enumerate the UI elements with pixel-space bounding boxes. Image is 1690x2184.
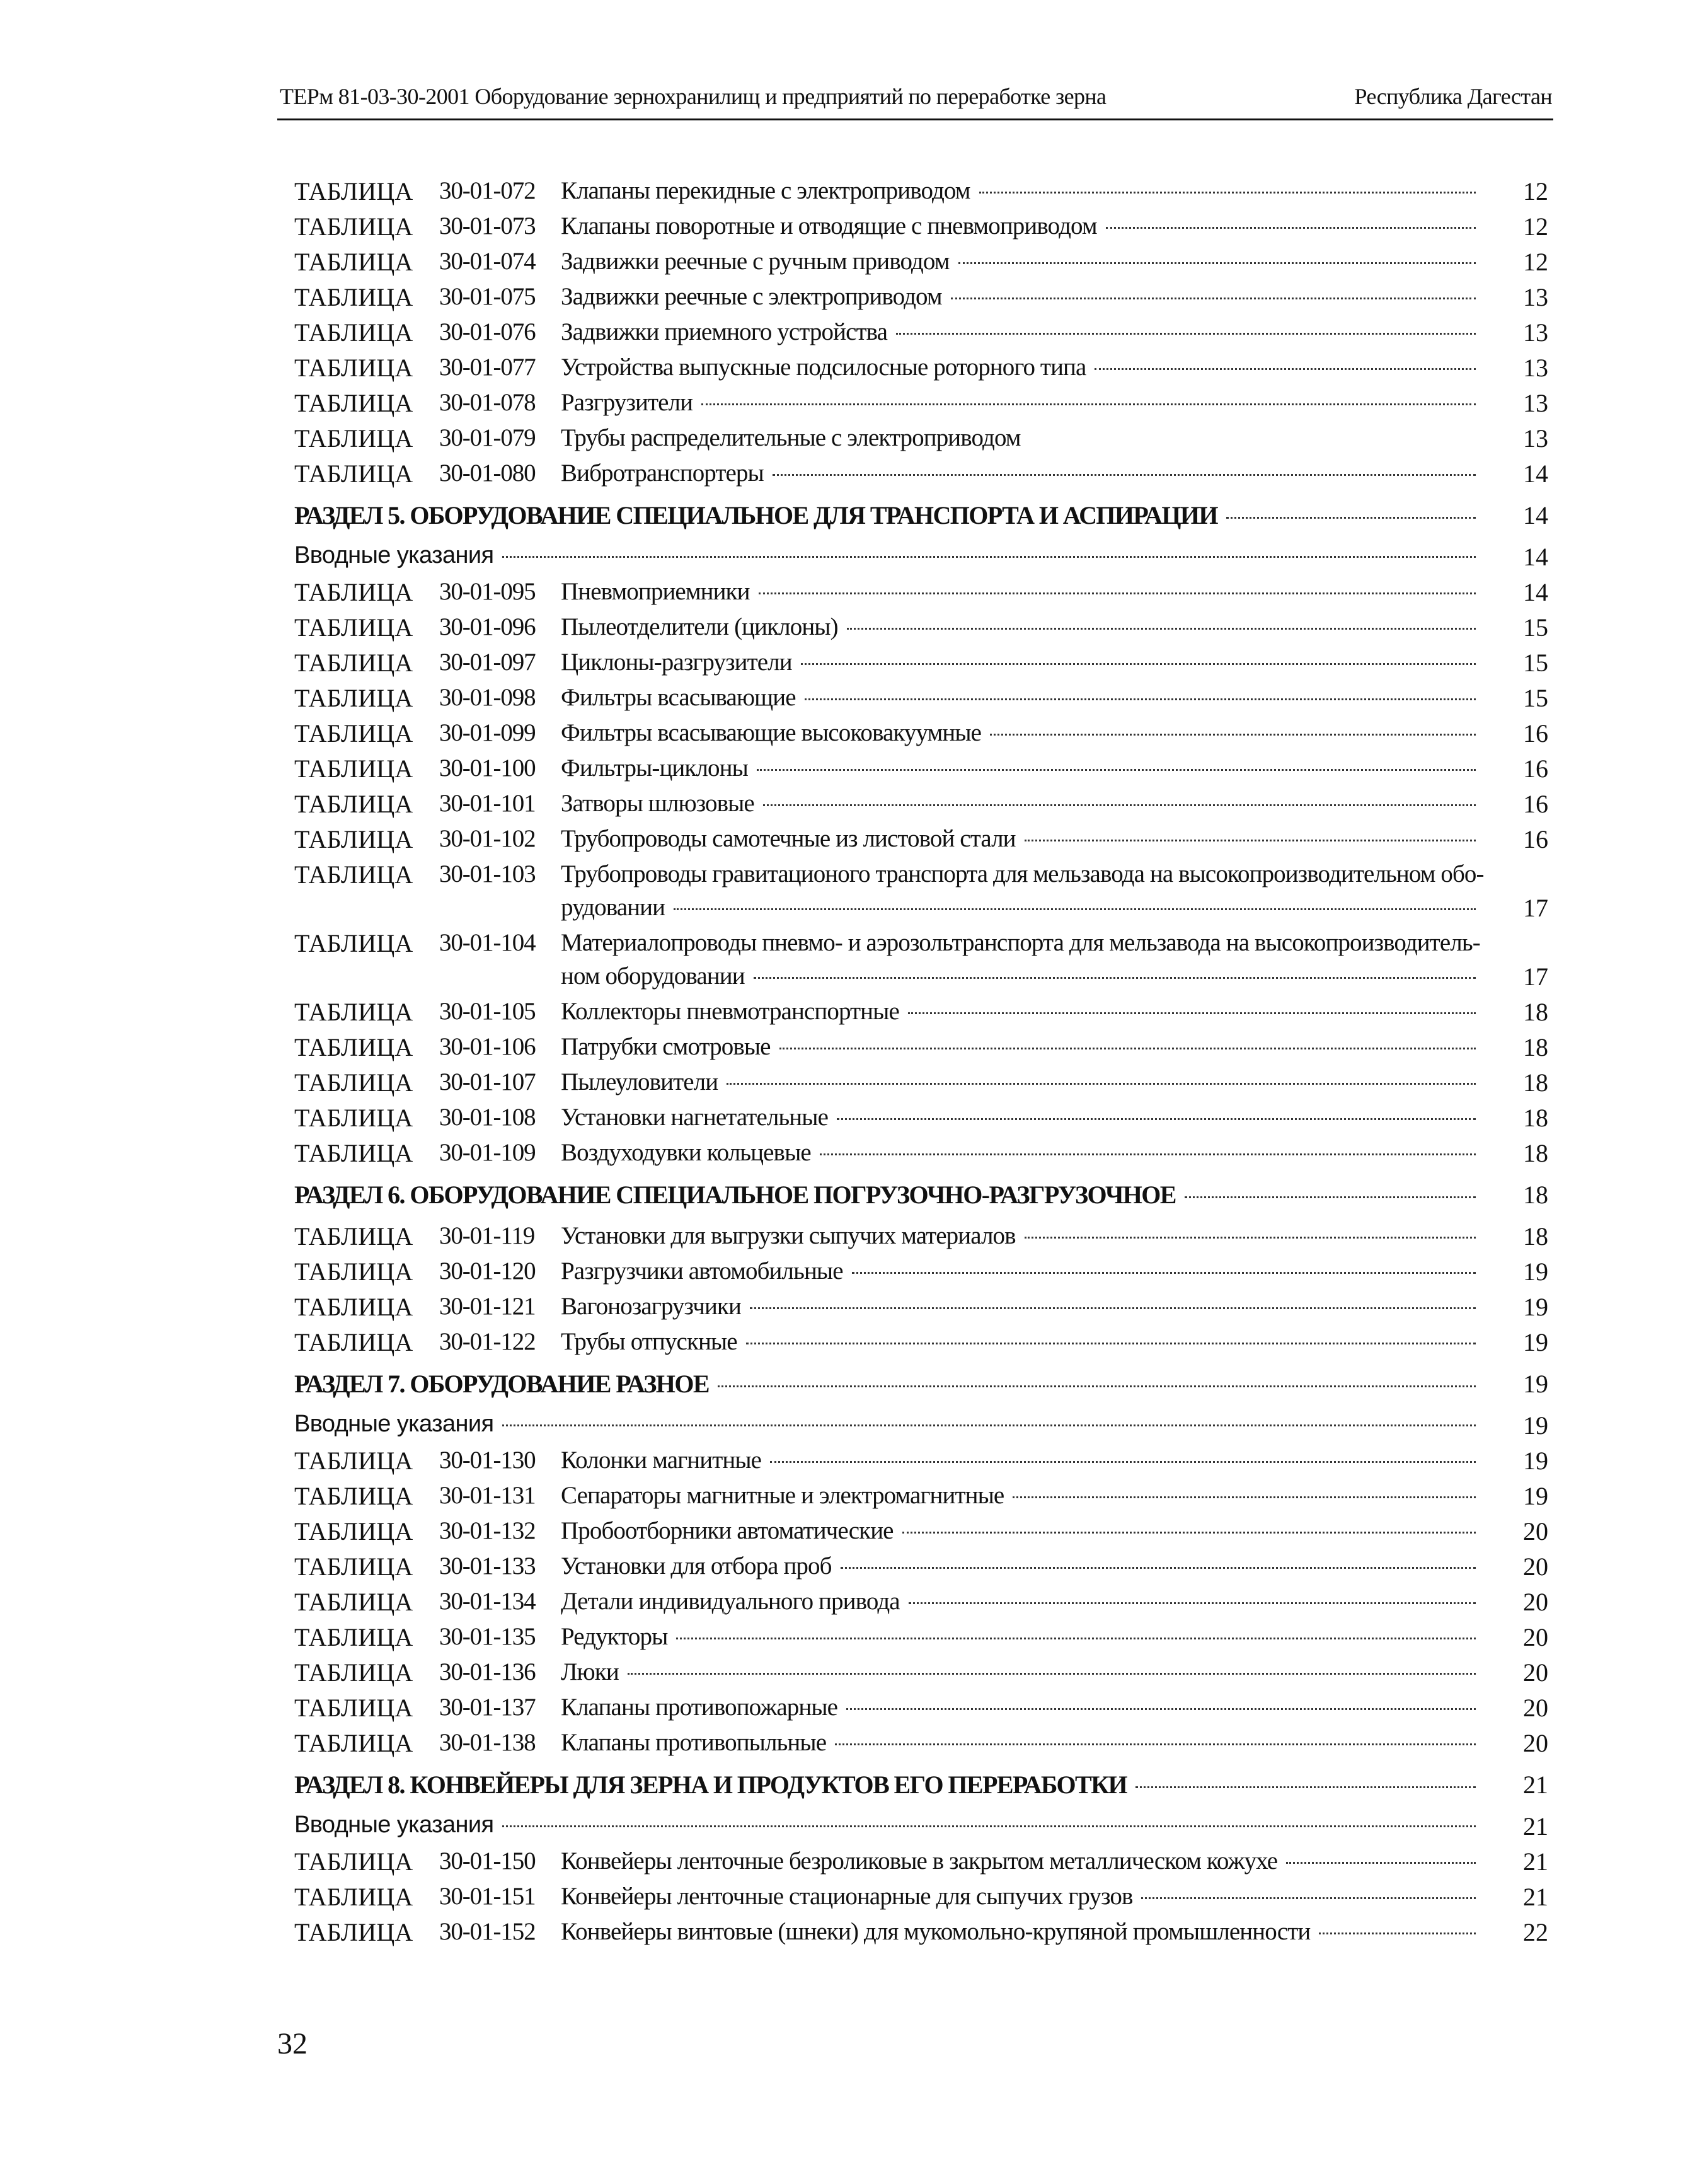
toc-entry-30-01-150[interactable] — [294, 1844, 1555, 1880]
dot-leader — [1226, 517, 1476, 519]
entry-code: 30-01-122 — [439, 1328, 536, 1355]
toc-entry-30-01-096[interactable] — [294, 610, 1555, 645]
entry-page-number: 22 — [1523, 1918, 1548, 1946]
entry-kind-label: ТАБЛИЦА — [294, 1068, 413, 1097]
dot-leader — [502, 556, 1476, 558]
entry-title: Редукторы — [561, 1623, 668, 1650]
entry-code: 30-01-072 — [439, 177, 536, 204]
toc-entry-30-01-105[interactable] — [294, 995, 1555, 1030]
entry-kind-label: ТАБЛИЦА — [294, 318, 413, 347]
entry-kind-label: ТАБЛИЦА — [294, 1139, 413, 1167]
toc-entry-30-01-078[interactable] — [294, 386, 1555, 421]
entry-page-number: 14 — [1523, 501, 1548, 529]
dot-leader — [1185, 1196, 1476, 1198]
toc-entry-30-01-077[interactable] — [294, 350, 1555, 386]
entry-kind-label: ТАБЛИЦА — [294, 1104, 413, 1132]
entry-title-line-2: рудовании — [561, 894, 665, 921]
entry-title: Установки для выгрузки сыпучих материалов — [561, 1222, 1016, 1249]
entry-page-number: 18 — [1523, 998, 1548, 1026]
entry-code: 30-01-095 — [439, 578, 536, 605]
toc-entry-30-01-106[interactable] — [294, 1030, 1555, 1065]
entry-title: Разгрузчики автомобильные — [561, 1257, 843, 1285]
entry-code: 30-01-137 — [439, 1694, 536, 1721]
entry-kind-label: ТАБЛИЦА — [294, 1447, 413, 1475]
entry-kind-label: ТАБЛИЦА — [294, 1623, 413, 1651]
entry-kind-label: ТАБЛИЦА — [294, 1328, 413, 1356]
entry-page-number: 20 — [1523, 1517, 1548, 1546]
toc-section-8[interactable] — [294, 1767, 1555, 1803]
entry-kind-label: ТАБЛИЦА — [294, 1517, 413, 1546]
toc-entry-30-01-073[interactable] — [294, 209, 1555, 245]
entry-title: Трубопроводы самотечные из листовой стали — [561, 825, 1016, 852]
dot-leader — [841, 1567, 1476, 1569]
dot-leader — [1319, 1933, 1476, 1934]
entry-page-number: 16 — [1523, 825, 1548, 853]
entry-title: Конвейеры ленточные стационарные для сыпучих грузов — [561, 1883, 1133, 1910]
entry-code: 30-01-076 — [439, 318, 536, 345]
entry-title: Задвижки реечные с электроприводом — [561, 283, 942, 310]
dot-leader — [718, 1385, 1476, 1387]
dot-leader — [674, 908, 1476, 910]
entry-code: 30-01-098 — [439, 684, 536, 711]
entry-kind-label: ТАБЛИЦА — [294, 684, 413, 712]
dot-leader — [701, 403, 1476, 405]
dot-leader — [990, 734, 1476, 736]
entry-title: Циклоны-разгрузители — [561, 649, 792, 676]
entry-page-number: 16 — [1523, 754, 1548, 783]
entry-title: Клапаны противопожарные — [561, 1694, 838, 1721]
toc-entry-30-01-099[interactable] — [294, 716, 1555, 751]
entry-kind-label: ТАБЛИЦА — [294, 1293, 413, 1321]
entry-code: 30-01-131 — [439, 1482, 536, 1509]
table-of-contents — [294, 174, 1555, 1950]
entry-code: 30-01-138 — [439, 1729, 536, 1756]
entry-page-number: 19 — [1523, 1411, 1548, 1440]
dot-leader — [1106, 227, 1476, 229]
entry-code: 30-01-106 — [439, 1033, 536, 1060]
toc-entry-30-01-131[interactable] — [294, 1479, 1555, 1514]
entry-code: 30-01-075 — [439, 283, 536, 310]
entry-page-number: 15 — [1523, 613, 1548, 642]
entry-code: 30-01-152 — [439, 1918, 536, 1945]
dot-leader — [676, 1638, 1476, 1639]
entry-title: Пылеуловители — [561, 1068, 718, 1095]
entry-code: 30-01-135 — [439, 1623, 536, 1650]
toc-entry-30-01-101[interactable] — [294, 787, 1555, 822]
dot-leader — [773, 474, 1476, 476]
entry-kind-label: ТАБЛИЦА — [294, 1883, 413, 1911]
entry-title: Трубы распределительные с электроприводом — [561, 424, 1021, 451]
entry-page-number: 16 — [1523, 790, 1548, 818]
entry-page-number: 21 — [1523, 1771, 1548, 1799]
page-header — [277, 81, 1553, 120]
entry-kind-label: ТАБЛИЦА — [294, 1588, 413, 1616]
entry-kind-label: ТАБЛИЦА — [294, 613, 413, 642]
entry-title: Затворы шлюзовые — [561, 790, 754, 817]
entry-code: 30-01-108 — [439, 1104, 536, 1131]
entry-code: 30-01-121 — [439, 1293, 536, 1320]
dot-leader — [909, 1602, 1476, 1604]
entry-page-number: 12 — [1523, 177, 1548, 205]
dot-leader — [746, 1343, 1476, 1344]
dot-leader — [820, 1153, 1476, 1155]
intro-title: Вводные указания — [294, 1411, 494, 1437]
entry-title: Конвейеры винтовые (шнеки) для мукомольно-крупяной промышленности — [561, 1918, 1311, 1945]
entry-kind-label: ТАБЛИЦА — [294, 1847, 413, 1876]
dot-leader — [754, 977, 1476, 979]
dot-leader — [750, 1307, 1476, 1309]
entry-code: 30-01-099 — [439, 719, 536, 746]
toc-entry-30-01-095[interactable] — [294, 575, 1555, 610]
toc-entry-30-01-074[interactable] — [294, 245, 1555, 280]
entry-title: Фильтры всасывающие — [561, 684, 796, 711]
entry-code: 30-01-096 — [439, 613, 536, 640]
entry-kind-label: ТАБЛИЦА — [294, 998, 413, 1026]
dot-leader — [1095, 368, 1476, 370]
entry-page-number: 18 — [1523, 1181, 1548, 1209]
entry-code: 30-01-132 — [439, 1517, 536, 1544]
entry-title: Задвижки реечные с ручным приводом — [561, 248, 950, 275]
dot-leader — [763, 804, 1476, 806]
entry-title: Разгрузители — [561, 389, 693, 416]
entry-code: 30-01-109 — [439, 1139, 536, 1166]
dot-leader — [852, 1272, 1476, 1274]
toc-entry-30-01-119[interactable] — [294, 1219, 1555, 1254]
document-title: ТЕРм 81-03-30-2001 Оборудование зернохранилищ и предприятий по переработке зерна — [280, 84, 1107, 109]
entry-kind-label: ТАБЛИЦА — [294, 1729, 413, 1757]
entry-title: Пробоотборники автоматические — [561, 1517, 894, 1544]
entry-title: Колонки магнитные — [561, 1447, 762, 1474]
toc-entry-30-01-136[interactable] — [294, 1655, 1555, 1690]
entry-title: Устройства выпускные подсилосные роторного типа — [561, 354, 1086, 381]
entry-page-number: 17 — [1523, 894, 1548, 922]
entry-code: 30-01-097 — [439, 649, 536, 676]
entry-title: Патрубки смотровые — [561, 1033, 771, 1060]
toc-section-6[interactable] — [294, 1177, 1555, 1213]
toc-entry-30-01-076[interactable] — [294, 315, 1555, 350]
entry-kind-label: ТАБЛИЦА — [294, 1552, 413, 1581]
entry-page-number: 18 — [1523, 1104, 1548, 1132]
entry-page-number: 19 — [1523, 1293, 1548, 1321]
entry-page-number: 20 — [1523, 1588, 1548, 1616]
toc-section-7[interactable] — [294, 1366, 1555, 1402]
entry-kind-label: ТАБЛИЦА — [294, 1694, 413, 1722]
entry-code: 30-01-080 — [439, 459, 536, 487]
dot-leader — [908, 1012, 1476, 1014]
entry-kind-label: ТАБЛИЦА — [294, 754, 413, 783]
entry-kind-label: ТАБЛИЦА — [294, 177, 413, 205]
entry-page-number: 19 — [1523, 1257, 1548, 1286]
entry-kind-label: ТАБЛИЦА — [294, 790, 413, 818]
entry-page-number: 15 — [1523, 649, 1548, 677]
entry-page-number: 16 — [1523, 719, 1548, 748]
entry-page-number: 19 — [1523, 1447, 1548, 1475]
entry-page-number: 15 — [1523, 684, 1548, 712]
entry-code: 30-01-150 — [439, 1847, 536, 1875]
entry-page-number: 20 — [1523, 1729, 1548, 1757]
entry-page-number: 14 — [1523, 543, 1548, 571]
dot-leader — [847, 628, 1476, 630]
entry-code: 30-01-136 — [439, 1658, 536, 1685]
dot-leader — [1141, 1897, 1476, 1899]
toc-entry-30-01-079[interactable] — [294, 421, 1555, 456]
entry-page-number: 13 — [1523, 283, 1548, 311]
entry-title-line-2: ном оборудовании — [561, 962, 745, 990]
entry-page-number: 18 — [1523, 1068, 1548, 1097]
toc-entry-30-01-097[interactable] — [294, 645, 1555, 681]
entry-kind-label: ТАБЛИЦА — [294, 1033, 413, 1061]
toc-intro-section-7[interactable] — [294, 1408, 1555, 1443]
entry-code: 30-01-073 — [439, 212, 536, 240]
entry-code: 30-01-078 — [439, 389, 536, 416]
entry-page-number: 12 — [1523, 212, 1548, 241]
dot-leader — [1030, 439, 1476, 441]
entry-code: 30-01-101 — [439, 790, 536, 817]
entry-kind-label: ТАБЛИЦА — [294, 1222, 413, 1251]
region-name: Республика Дагестан — [1354, 84, 1552, 109]
dot-leader — [1025, 840, 1476, 841]
entry-title: Фильтры-циклоны — [561, 754, 748, 782]
intro-title: Вводные указания — [294, 542, 494, 569]
entry-title: Пылеотделители (циклоны) — [561, 613, 838, 640]
entry-kind-label: ТАБЛИЦА — [294, 354, 413, 382]
entry-kind-label: ТАБЛИЦА — [294, 459, 413, 488]
entry-code: 30-01-119 — [439, 1222, 535, 1249]
entry-page-number: 18 — [1523, 1139, 1548, 1167]
toc-entry-30-01-122[interactable] — [294, 1325, 1555, 1360]
dot-leader — [805, 698, 1476, 700]
entry-kind-label: ТАБЛИЦА — [294, 578, 413, 606]
entry-page-number: 14 — [1523, 459, 1548, 488]
entry-page-number: 20 — [1523, 1552, 1548, 1581]
entry-page-number: 20 — [1523, 1694, 1548, 1722]
dot-leader — [896, 333, 1476, 335]
entry-title: Детали индивидуального привода — [561, 1588, 900, 1615]
entry-code: 30-01-103 — [439, 860, 536, 887]
entry-title: Трубы отпускные — [561, 1328, 737, 1355]
entry-title: Клапаны перекидные с электроприводом — [561, 177, 970, 204]
dot-leader — [727, 1083, 1476, 1085]
entry-page-number: 18 — [1523, 1033, 1548, 1061]
entry-kind-label: ТАБЛИЦА — [294, 389, 413, 417]
toc-entry-30-01-132[interactable] — [294, 1514, 1555, 1549]
toc-entry-30-01-107[interactable] — [294, 1065, 1555, 1101]
entry-page-number: 20 — [1523, 1658, 1548, 1687]
entry-code: 30-01-077 — [439, 354, 536, 381]
entry-title: Установки для отбора проб — [561, 1552, 832, 1580]
toc-entry-30-01-104[interactable] — [294, 926, 1555, 995]
toc-entry-30-01-121[interactable] — [294, 1290, 1555, 1325]
dot-leader — [902, 1532, 1476, 1534]
entry-page-number: 19 — [1523, 1482, 1548, 1510]
entry-kind-label: ТАБЛИЦА — [294, 929, 413, 957]
entry-code: 30-01-130 — [439, 1447, 536, 1474]
dot-leader — [801, 663, 1476, 665]
entry-title: Клапаны противопыльные — [561, 1729, 827, 1756]
entry-kind-label: ТАБЛИЦА — [294, 248, 413, 276]
entry-page-number: 21 — [1523, 1812, 1548, 1840]
entry-code: 30-01-133 — [439, 1552, 536, 1580]
entry-title: Клапаны поворотные и отводящие с пневмоприводом — [561, 212, 1097, 240]
entry-code: 30-01-107 — [439, 1068, 536, 1095]
dot-leader — [1013, 1496, 1476, 1498]
toc-entry-30-01-072[interactable] — [294, 174, 1555, 209]
toc-entry-30-01-109[interactable] — [294, 1136, 1555, 1171]
entry-page-number: 19 — [1523, 1370, 1548, 1398]
entry-page-number: 13 — [1523, 424, 1548, 453]
entry-page-number: 17 — [1523, 962, 1548, 991]
entry-kind-label: ТАБЛИЦА — [294, 649, 413, 677]
toc-entry-30-01-103[interactable] — [294, 857, 1555, 926]
entry-page-number: 20 — [1523, 1623, 1548, 1651]
entry-kind-label: ТАБЛИЦА — [294, 1918, 413, 1946]
entry-title: Сепараторы магнитные и электромагнитные — [561, 1482, 1004, 1509]
section-title: РАЗДЕЛ 6. ОБОРУДОВАНИЕ СПЕЦИАЛЬНОЕ ПОГРУЗОЧНО-РАЗГРУЗОЧНОЕ — [294, 1181, 1176, 1209]
toc-entry-30-01-135[interactable] — [294, 1620, 1555, 1655]
entry-kind-label: ТАБЛИЦА — [294, 719, 413, 748]
toc-intro-section-8[interactable] — [294, 1809, 1555, 1844]
dot-leader — [502, 1424, 1476, 1426]
entry-page-number: 19 — [1523, 1328, 1548, 1356]
toc-intro-section-5[interactable] — [294, 540, 1555, 575]
toc-entry-30-01-100[interactable] — [294, 751, 1555, 787]
dot-leader — [837, 1118, 1476, 1120]
toc-entry-30-01-133[interactable] — [294, 1549, 1555, 1585]
toc-entry-30-01-098[interactable] — [294, 681, 1555, 716]
entry-title: Конвейеры ленточные безроликовые в закрытом металлическом кожухе — [561, 1847, 1278, 1875]
entry-page-number: 13 — [1523, 318, 1548, 347]
entry-kind-label: ТАБЛИЦА — [294, 283, 413, 311]
entry-kind-label: ТАБЛИЦА — [294, 1658, 413, 1687]
dot-leader — [770, 1461, 1476, 1463]
dot-leader — [779, 1048, 1476, 1049]
toc-entry-30-01-138[interactable] — [294, 1726, 1555, 1761]
entry-kind-label: ТАБЛИЦА — [294, 424, 413, 453]
entry-kind-label: ТАБЛИЦА — [294, 825, 413, 853]
dot-leader — [1025, 1237, 1476, 1239]
entry-title: Вибротранспортеры — [561, 459, 764, 487]
entry-code: 30-01-151 — [439, 1883, 536, 1910]
toc-entry-30-01-108[interactable] — [294, 1101, 1555, 1136]
entry-code: 30-01-105 — [439, 998, 536, 1025]
toc-entry-30-01-080[interactable] — [294, 456, 1555, 492]
dot-leader — [958, 262, 1476, 264]
dot-leader — [951, 298, 1476, 299]
entry-page-number: 21 — [1523, 1883, 1548, 1911]
dot-leader — [835, 1743, 1476, 1745]
entry-title-line-1: Трубопроводы гравитационого транспорта для мельзавода на высокопроизводительном обо- — [561, 860, 1484, 887]
toc-entry-30-01-134[interactable] — [294, 1585, 1555, 1620]
entry-code: 30-01-074 — [439, 248, 536, 275]
section-title: РАЗДЕЛ 8. КОНВЕЙЕРЫ ДЛЯ ЗЕРНА И ПРОДУКТОВ ЕГО ПЕРЕРАБОТКИ — [294, 1771, 1127, 1799]
entry-title: Установки нагнетательные — [561, 1104, 828, 1131]
entry-code: 30-01-100 — [439, 754, 536, 782]
entry-title: Фильтры всасывающие высоковакуумные — [561, 719, 982, 746]
entry-page-number: 18 — [1523, 1222, 1548, 1251]
dot-leader — [846, 1708, 1476, 1710]
toc-entry-30-01-130[interactable] — [294, 1443, 1555, 1479]
dot-leader — [757, 769, 1476, 771]
page-number: 32 — [277, 2027, 308, 2060]
entry-kind-label: ТАБЛИЦА — [294, 1482, 413, 1510]
entry-page-number: 14 — [1523, 578, 1548, 606]
toc-entry-30-01-137[interactable] — [294, 1690, 1555, 1726]
entry-code: 30-01-120 — [439, 1257, 536, 1285]
toc-entry-30-01-120[interactable] — [294, 1254, 1555, 1290]
entry-title: Люки — [561, 1658, 619, 1685]
toc-entry-30-01-102[interactable] — [294, 822, 1555, 857]
section-title: РАЗДЕЛ 7. ОБОРУДОВАНИЕ РАЗНОЕ — [294, 1370, 709, 1398]
entry-title: Пневмоприемники — [561, 578, 750, 605]
entry-page-number: 12 — [1523, 248, 1548, 276]
toc-entry-30-01-152[interactable] — [294, 1915, 1555, 1950]
entry-kind-label: ТАБЛИЦА — [294, 212, 413, 241]
entry-code: 30-01-134 — [439, 1588, 536, 1615]
entry-title: Задвижки приемного устройства — [561, 318, 888, 345]
dot-leader — [628, 1673, 1476, 1675]
dot-leader — [502, 1825, 1476, 1827]
entry-kind-label: ТАБЛИЦА — [294, 860, 413, 889]
entry-page-number: 21 — [1523, 1847, 1548, 1876]
entry-title: Коллекторы пневмотранспортные — [561, 998, 899, 1025]
entry-page-number: 13 — [1523, 354, 1548, 382]
toc-entry-30-01-151[interactable] — [294, 1880, 1555, 1915]
entry-kind-label: ТАБЛИЦА — [294, 1257, 413, 1286]
dot-leader — [979, 192, 1476, 194]
entry-code: 30-01-104 — [439, 929, 536, 956]
toc-entry-30-01-075[interactable] — [294, 280, 1555, 315]
entry-code: 30-01-102 — [439, 825, 536, 852]
intro-title: Вводные указания — [294, 1811, 494, 1838]
entry-title-line-1: Материалопроводы пневмо- и аэрозольтранспорта для мельзавода на высокопроизводитель- — [561, 929, 1480, 956]
dot-leader — [1135, 1786, 1476, 1788]
entry-page-number: 13 — [1523, 389, 1548, 417]
entry-title: Воздуходувки кольцевые — [561, 1139, 811, 1166]
dot-leader — [759, 592, 1476, 594]
toc-section-5[interactable] — [294, 498, 1555, 533]
entry-code: 30-01-079 — [439, 424, 536, 451]
section-title: РАЗДЕЛ 5. ОБОРУДОВАНИЕ СПЕЦИАЛЬНОЕ ДЛЯ ТРАНСПОРТА И АСПИРАЦИИ — [294, 501, 1217, 529]
entry-title: Вагонозагрузчики — [561, 1293, 741, 1320]
dot-leader — [1286, 1862, 1476, 1864]
